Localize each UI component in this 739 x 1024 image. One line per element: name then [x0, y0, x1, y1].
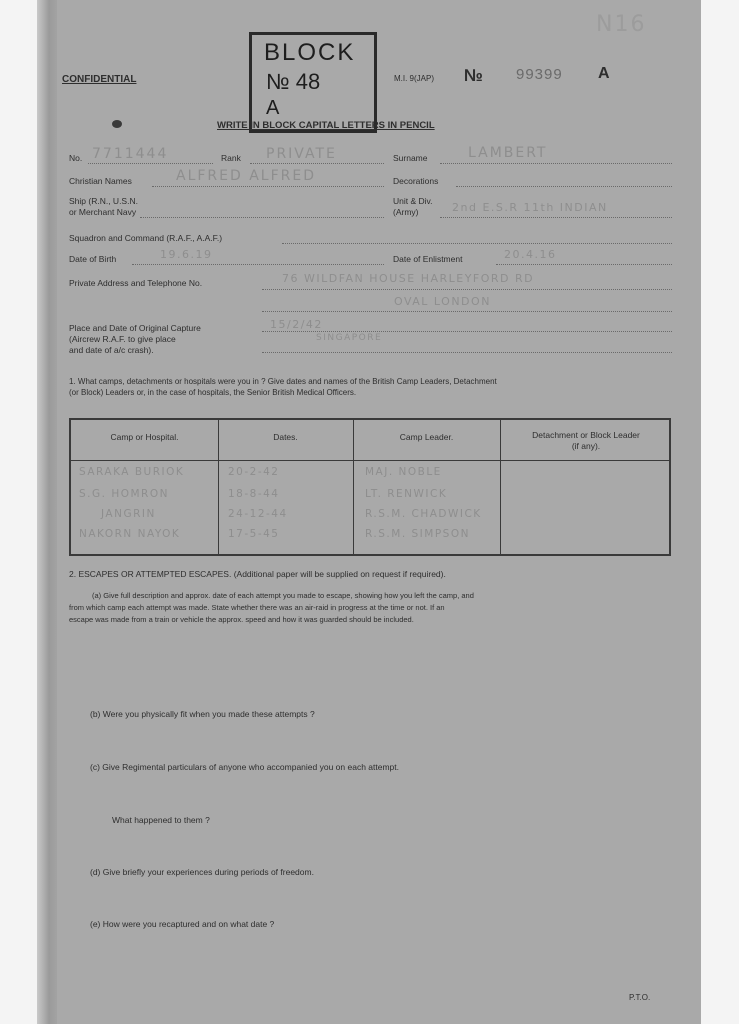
- form-reference: M.I. 9(JAP): [394, 74, 435, 83]
- classification: CONFIDENTIAL: [62, 74, 137, 85]
- dob-value: 19.6.19: [160, 248, 213, 261]
- corner-note: N16: [596, 12, 647, 37]
- no-value: 7711444: [92, 146, 169, 162]
- capture-date: 15/2/42: [270, 318, 323, 331]
- question-2-title: 2. ESCAPES OR ATTEMPTED ESCAPES. (Additional paper will be supplied on request if required).: [69, 569, 446, 579]
- camps-table: [69, 418, 671, 556]
- unit-label-2: (Army): [393, 207, 419, 217]
- question-2a-line-2: from which camp each attempt was made. State whether there was an air-raid in progress at the time or not. If an: [69, 603, 445, 612]
- ship-label-1: Ship (R.N., U.S.N.: [69, 196, 138, 206]
- enlistment-value: 20.4.16: [504, 248, 557, 261]
- series-letter: A: [598, 65, 610, 82]
- table-cell: LT. RENWICK: [365, 488, 448, 500]
- table-cell: R.S.M. CHADWICK: [365, 508, 482, 520]
- page-turn-over: P.T.O.: [629, 993, 651, 1002]
- question-2e: (e) How were you recaptured and on what date ?: [90, 919, 275, 929]
- table-cell: S.G. HOMRON: [79, 488, 169, 500]
- capture-label-1: Place and Date of Original Capture: [69, 323, 201, 333]
- table-cell: R.S.M. SIMPSON: [365, 528, 470, 540]
- header-camp-leader: Camp Leader.: [399, 432, 454, 442]
- block-stamp: [249, 32, 377, 133]
- christian-names-value: ALFRED ALFRED: [176, 168, 317, 184]
- table-cell: 20-2-42: [228, 466, 280, 478]
- question-2d: (d) Give briefly your experiences during periods of freedom.: [90, 867, 314, 877]
- header-dates: Dates.: [273, 432, 298, 442]
- table-cell: MAJ. NOBLE: [365, 466, 442, 478]
- rank-label: Rank: [221, 153, 241, 163]
- address-line-2: OVAL LONDON: [394, 295, 491, 308]
- dob-label: Date of Birth: [69, 254, 117, 264]
- no-label: No.: [69, 153, 83, 163]
- squadron-label: Squadron and Command (R.A.F., A.A.F.): [69, 233, 223, 243]
- address-label: Private Address and Telephone No.: [69, 278, 203, 288]
- christian-names-label: Christian Names: [69, 176, 132, 186]
- question-2c-sub: What happened to them ?: [112, 815, 210, 825]
- enlistment-label: Date of Enlistment: [393, 254, 463, 264]
- question-2b: (b) Were you physically fit when you made these attempts ?: [90, 709, 315, 719]
- surname-label: Surname: [393, 153, 428, 163]
- question-2a-line-1: (a) Give full description and approx. date of each attempt you made to escape, showing how you left the camp, and: [92, 591, 474, 600]
- table-cell: SARAKA BURIOK: [79, 466, 185, 478]
- header-detachment: Detachment or Block Leader (if any).: [532, 430, 640, 451]
- table-cell: 24-12-44: [228, 508, 288, 520]
- table-cell: NAKORN NAYOK: [79, 528, 181, 540]
- rank-value: PRIVATE: [266, 146, 337, 162]
- table-cell: 18-8-44: [228, 488, 280, 500]
- surname-value: LAMBERT: [468, 145, 548, 161]
- stamp-line-2: № 48: [266, 69, 321, 94]
- number-label: №: [464, 66, 483, 85]
- question-2c: (c) Give Regimental particulars of anyone who accompanied you on each attempt.: [90, 762, 399, 772]
- table-cell: 17-5-45: [228, 528, 280, 540]
- question-1-line-1: 1. What camps, detachments or hospitals were you in ? Give dates and names of the British Camp Leaders, Detachment: [69, 377, 497, 386]
- header-camp: Camp or Hospital.: [110, 432, 179, 442]
- capture-label-2: (Aircrew R.A.F. to give place: [69, 334, 176, 344]
- capture-place: SINGAPORE: [316, 333, 383, 343]
- decorations-label: Decorations: [393, 176, 439, 186]
- stamp-line-3: A: [266, 97, 280, 119]
- question-2a-line-3: escape was made from a train or vehicle the approx. speed and how it was guarded should be included.: [69, 615, 414, 624]
- stamp-line-1: BLOCK: [264, 39, 356, 66]
- table-cell: JANGRIN: [101, 508, 156, 520]
- serial-number: 99399: [516, 66, 563, 83]
- instruction: WRITE IN BLOCK CAPITAL LETTERS IN PENCIL: [217, 120, 435, 131]
- address-line-1: 76 WILDFAN HOUSE HARLEYFORD RD: [282, 272, 535, 285]
- punch-hole: [112, 120, 122, 128]
- ship-label-2: or Merchant Navy: [69, 207, 137, 217]
- question-1-line-2: (or Block) Leaders or, in the case of hospitals, the Senior British Medical Officers.: [69, 388, 357, 397]
- unit-label-1: Unit & Div.: [393, 196, 433, 206]
- capture-label-3: and date of a/c crash).: [69, 345, 154, 355]
- binding-edge: [37, 0, 57, 1024]
- unit-value: 2nd E.S.R 11th INDIAN: [452, 201, 608, 214]
